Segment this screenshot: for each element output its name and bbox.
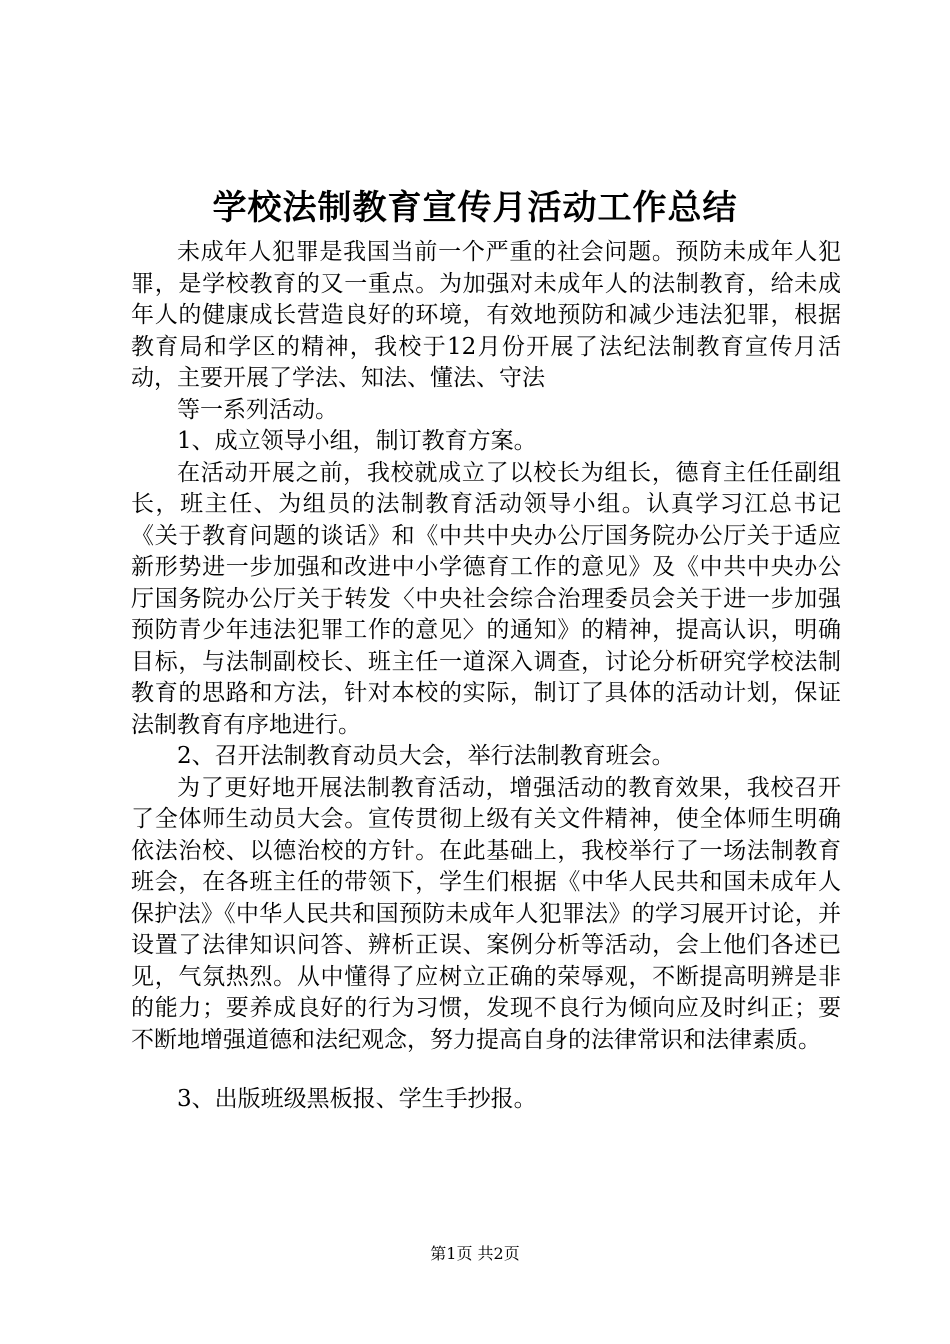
paragraph-section-1: 在活动开展之前，我校就成立了以校长为组长，德育主任任副组长，班主任、为组员的法制教育活动领导小组。认真学习江总书记《关于教育问题的谈话》和《中共中央办公厅国务院办公厅关于适应新形势进一步加强和改进中小学德育工作的意见》及《中共中央办公厅国务院办公厅关于转发〈中央社会综合治理委员会关于进一步加强预防青少年违法犯罪工作的意见〉的通知》的精神，提高认识，明确目标，与法制副校长、班主任一道深入调查，讨论分析研究学校法制教育的思路和方法，针对本校的实际，制订了具体的活动计划，保证法制教育有序地进行。 <box>131 459 841 738</box>
section-heading-2: 2、召开法制教育动员大会，举行法制教育班会。 <box>177 743 675 769</box>
paragraph-intro-continued: 等一系列活动。 <box>177 396 338 423</box>
section-heading-1: 1、成立领导小组，制订教育方案。 <box>177 428 537 454</box>
page-footer: 第1页 共2页 <box>430 1244 520 1263</box>
paragraph-intro: 未成年人犯罪是我国当前一个严重的社会问题。预防未成年人犯罪，是学校教育的又一重点。为加强对未成年人的法制教育，给未成年人的健康成长营造良好的环境，有效地预防和减少违法犯罪，根据教育局和学区的精神，我校于12月份开展了法纪法制教育宣传月活动，主要开展了学法、知法、懂法、守法 <box>131 239 841 391</box>
document-title: 学校法制教育宣传月活动工作总结 <box>212 188 738 228</box>
document-body <box>131 237 841 1116</box>
paragraph-section-2: 为了更好地开展法制教育活动，增强活动的教育效果，我校召开了全体师生动员大会。宣传贯彻上级有关文件精神，使全体师生明确依法治校、以德治校的方针。在此基础上，我校举行了一场法制教育班会，在各班主任的带领下，学生们根据《中华人民共和国未成年人保护法》《中华人民共和国预防未成年人犯罪法》的学习展开讨论，并设置了法律知识问答、辨析正误、案例分析等活动，会上他们各述已见，气氛热烈。从中懂得了应树立正确的荣辱观，不断提高明辨是非的能力；要养成良好的行为习惯，发现不良行为倾向应及时纠正；要不断地增强道德和法纪观念，努力提高自身的法律常识和法律素质。 <box>131 774 841 1053</box>
section-heading-3: 3、出版班级黑板报、学生手抄报。 <box>177 1086 537 1112</box>
